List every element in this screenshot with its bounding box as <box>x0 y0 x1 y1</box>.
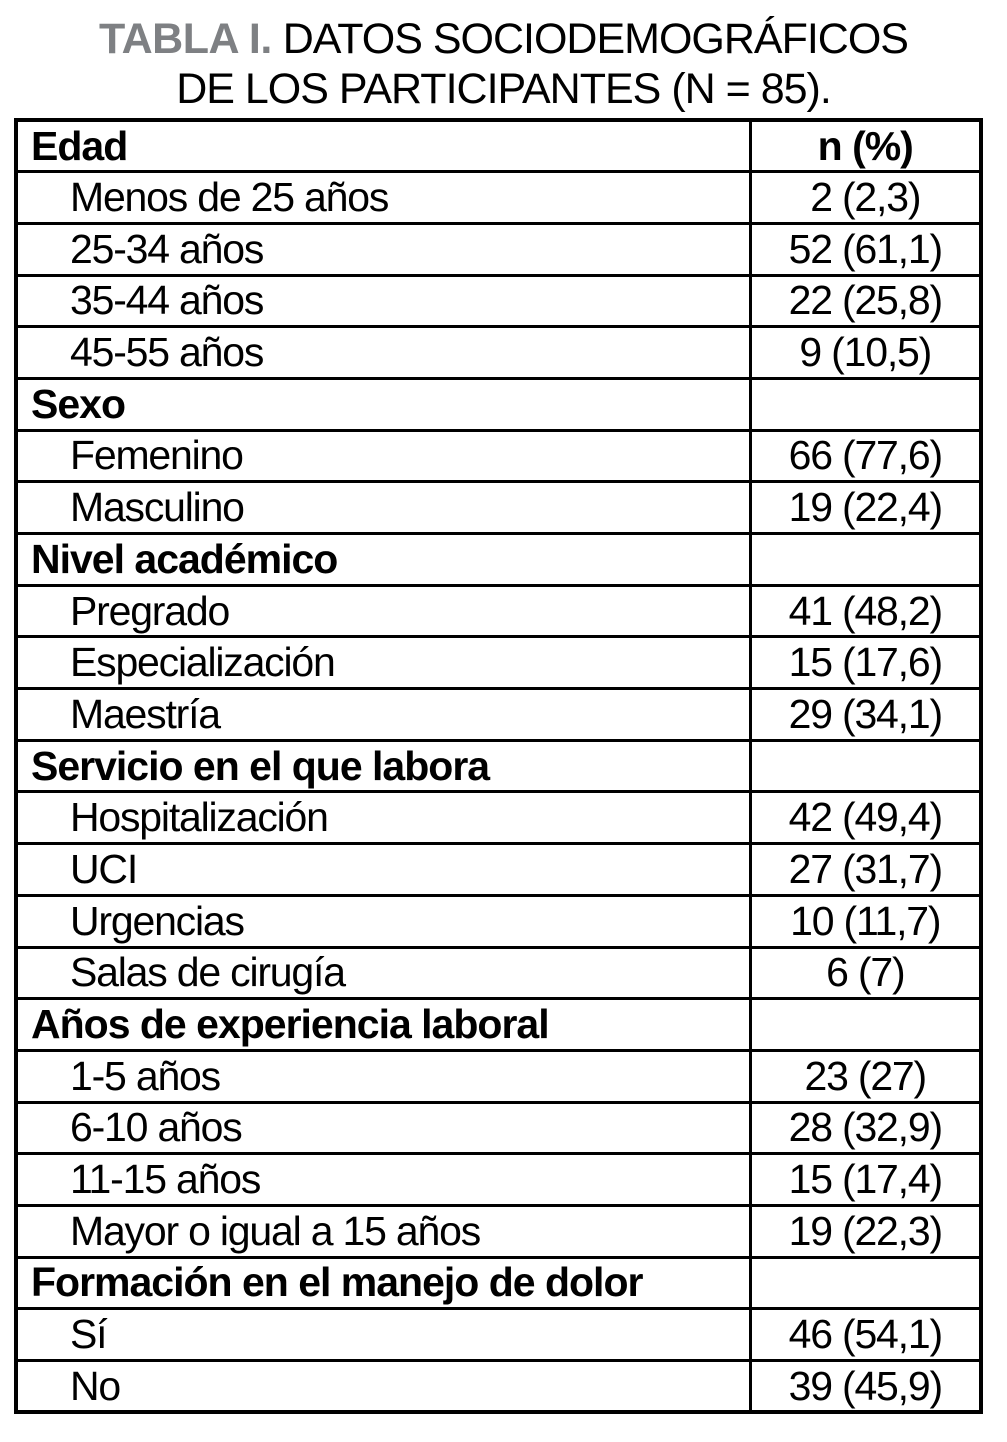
sociodemographic-table <box>14 118 983 1414</box>
row-value: 15 (17,6) <box>750 637 981 689</box>
table-section-row <box>16 999 981 1051</box>
row-value: 52 (61,1) <box>750 223 981 275</box>
row-label: No <box>16 1361 750 1413</box>
row-label: Salas de cirugía <box>16 947 750 999</box>
row-value: 2 (2,3) <box>750 172 981 224</box>
table-section-row <box>16 1257 981 1309</box>
table-header-row <box>16 120 981 172</box>
row-label: 6-10 años <box>16 1102 750 1154</box>
row-label: Menos de 25 años <box>16 172 750 224</box>
table-row <box>16 1050 981 1102</box>
row-value <box>750 999 981 1051</box>
row-label: 11-15 años <box>16 1154 750 1206</box>
row-value: 6 (7) <box>750 947 981 999</box>
row-value: 29 (34,1) <box>750 689 981 741</box>
section-label: Sexo <box>16 378 750 430</box>
table-row <box>16 947 981 999</box>
row-value: 9 (10,5) <box>750 327 981 379</box>
table-row <box>16 895 981 947</box>
row-value: 42 (49,4) <box>750 792 981 844</box>
row-value: 39 (45,9) <box>750 1361 981 1413</box>
table-section-row <box>16 740 981 792</box>
row-label: Hospitalización <box>16 792 750 844</box>
table-row <box>16 1102 981 1154</box>
table-row <box>16 689 981 741</box>
section-label: Años de experiencia laboral <box>16 999 750 1051</box>
row-value: 46 (54,1) <box>750 1309 981 1361</box>
table-row <box>16 430 981 482</box>
table-section-row <box>16 378 981 430</box>
row-value: 10 (11,7) <box>750 895 981 947</box>
section-label: Nivel académico <box>16 534 750 586</box>
row-label: Sí <box>16 1309 750 1361</box>
row-value: 19 (22,4) <box>750 482 981 534</box>
row-label: 1-5 años <box>16 1050 750 1102</box>
row-label: 35-44 años <box>16 275 750 327</box>
row-label: Mayor o igual a 15 años <box>16 1205 750 1257</box>
row-value <box>750 740 981 792</box>
row-value: 19 (22,3) <box>750 1205 981 1257</box>
table-title-line2: DE LOS PARTICIPANTES (N = 85). <box>176 65 831 113</box>
row-label: UCI <box>16 844 750 896</box>
table-row <box>16 1154 981 1206</box>
header-category-label: Edad <box>16 120 750 172</box>
table-section-row <box>16 534 981 586</box>
row-label: 45-55 años <box>16 327 750 379</box>
row-label: Pregrado <box>16 585 750 637</box>
table-row <box>16 1361 981 1413</box>
row-value <box>750 1257 981 1309</box>
row-value: 66 (77,6) <box>750 430 981 482</box>
header-value-label: n (%) <box>750 120 981 172</box>
row-label: Masculino <box>16 482 750 534</box>
row-value: 41 (48,2) <box>750 585 981 637</box>
table-row <box>16 1205 981 1257</box>
table-row <box>16 275 981 327</box>
row-value: 22 (25,8) <box>750 275 981 327</box>
table-title-tag: TABLA I. <box>99 15 272 63</box>
row-value <box>750 378 981 430</box>
table-title <box>0 14 1007 114</box>
row-value <box>750 534 981 586</box>
table-row <box>16 1309 981 1361</box>
row-value: 23 (27) <box>750 1050 981 1102</box>
table-title-line1 <box>0 14 1007 64</box>
row-label: Maestría <box>16 689 750 741</box>
row-value: 15 (17,4) <box>750 1154 981 1206</box>
row-label: Femenino <box>16 430 750 482</box>
table-row <box>16 482 981 534</box>
row-value: 28 (32,9) <box>750 1102 981 1154</box>
table-row <box>16 223 981 275</box>
row-label: 25-34 años <box>16 223 750 275</box>
table-row <box>16 792 981 844</box>
table-row <box>16 844 981 896</box>
row-label: Urgencias <box>16 895 750 947</box>
table-title-line1-rest: DATOS SOCIODEMOGRÁFICOS <box>271 15 908 63</box>
section-label: Servicio en el que labora <box>16 740 750 792</box>
table-row <box>16 637 981 689</box>
row-value: 27 (31,7) <box>750 844 981 896</box>
table-row <box>16 585 981 637</box>
table-row <box>16 172 981 224</box>
section-label: Formación en el manejo de dolor <box>16 1257 750 1309</box>
table-row <box>16 327 981 379</box>
row-label: Especialización <box>16 637 750 689</box>
